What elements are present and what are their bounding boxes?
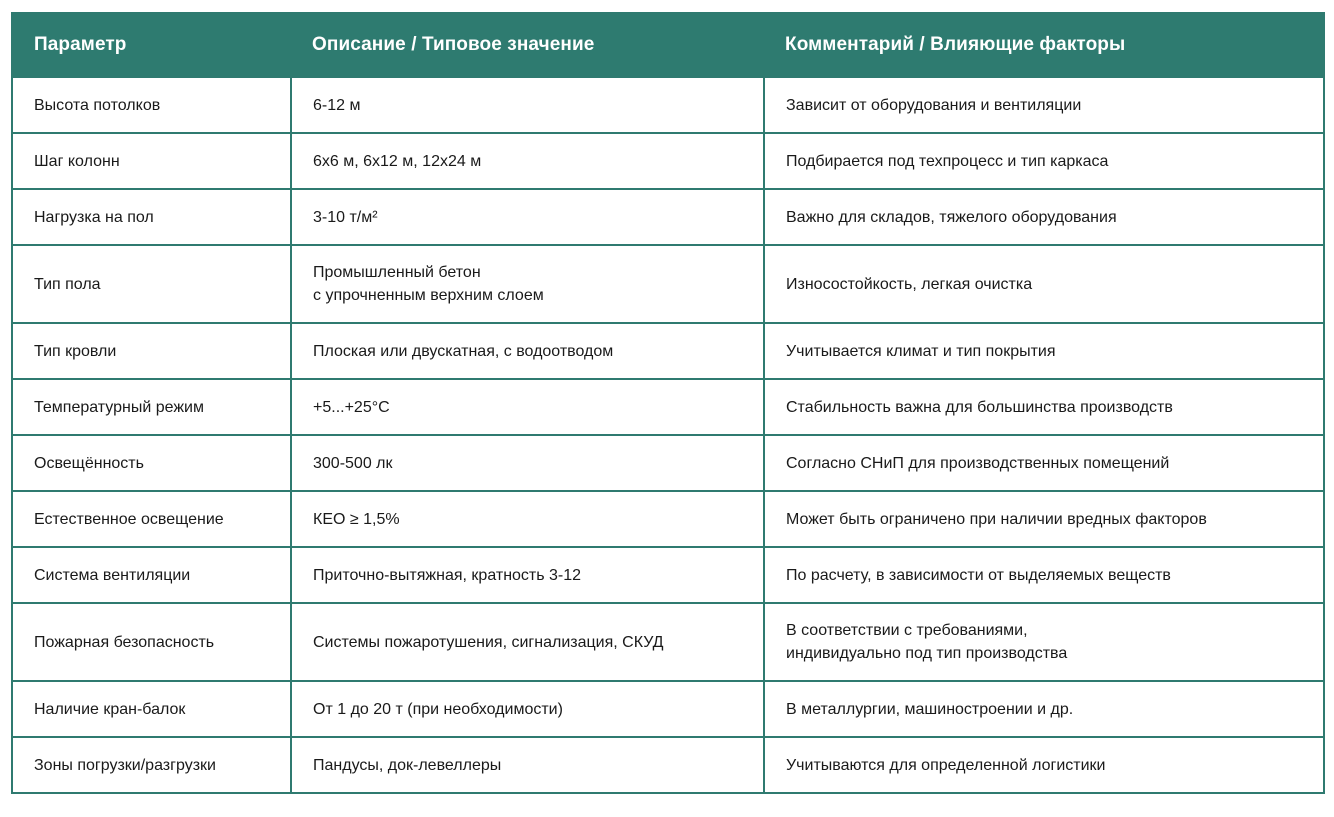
table-row <box>12 737 1324 793</box>
cell-description <box>291 189 764 245</box>
cell-description <box>291 435 764 491</box>
cell-description-line: Пандусы, док-левеллеры <box>313 756 502 774</box>
cell-description-line: Приточно-вытяжная, кратность 3-12 <box>313 566 582 584</box>
cell-parameter: Шаг колонн <box>12 133 291 189</box>
table-row <box>12 245 1324 323</box>
cell-comment <box>764 435 1324 491</box>
table-body <box>12 77 1324 793</box>
cell-description-line: Промышленный бетон <box>313 264 481 281</box>
table-row <box>12 323 1324 379</box>
cell-comment <box>764 603 1324 681</box>
cell-comment-line: Износостойкость, легкая очистка <box>786 275 1033 293</box>
cell-comment-line: Важно для складов, тяжелого оборудования <box>786 208 1117 226</box>
cell-description-line: 3-10 т/м² <box>313 208 378 226</box>
cell-description-line: От 1 до 20 т (при необходимости) <box>313 700 563 718</box>
cell-description-line: с упрочненным верхним слоем <box>313 287 544 304</box>
cell-description-line: 300-500 лк <box>313 454 393 472</box>
cell-description <box>291 77 764 133</box>
cell-comment <box>764 133 1324 189</box>
cell-comment-line: Согласно СНиП для производственных помещений <box>786 454 1170 472</box>
cell-description <box>291 491 764 547</box>
cell-parameter: Пожарная безопасность <box>12 603 291 681</box>
table-row <box>12 189 1324 245</box>
cell-comment-line: По расчету, в зависимости от выделяемых веществ <box>786 566 1171 584</box>
cell-description <box>291 379 764 435</box>
table-row <box>12 77 1324 133</box>
table-row <box>12 435 1324 491</box>
table-row <box>12 681 1324 737</box>
table-row <box>12 133 1324 189</box>
cell-comment-line: В металлургии, машиностроении и др. <box>786 700 1074 718</box>
cell-parameter: Естественное освещение <box>12 491 291 547</box>
cell-comment-line: индивидуально под тип производства <box>786 645 1068 662</box>
cell-parameter: Тип пола <box>12 245 291 323</box>
header-row <box>12 13 1324 77</box>
cell-description <box>291 547 764 603</box>
cell-comment <box>764 323 1324 379</box>
cell-comment <box>764 245 1324 323</box>
cell-parameter: Нагрузка на пол <box>12 189 291 245</box>
header-comment: Комментарий / Влияющие факторы <box>764 13 1324 77</box>
cell-parameter: Освещённость <box>12 435 291 491</box>
cell-parameter: Наличие кран-балок <box>12 681 291 737</box>
cell-comment-line: Подбирается под техпроцесс и тип каркаса <box>786 152 1109 170</box>
table-row <box>12 379 1324 435</box>
cell-comment-line: Стабильность важна для большинства производств <box>786 398 1173 416</box>
cell-comment <box>764 379 1324 435</box>
cell-comment <box>764 547 1324 603</box>
cell-comment <box>764 681 1324 737</box>
cell-comment-line: Учитываются для определенной логистики <box>786 756 1106 774</box>
cell-comment <box>764 737 1324 793</box>
cell-comment <box>764 189 1324 245</box>
table-row <box>12 603 1324 681</box>
cell-parameter: Высота потолков <box>12 77 291 133</box>
cell-comment-line: Зависит от оборудования и вентиляции <box>786 96 1082 114</box>
specifications-table <box>11 12 1325 794</box>
header-parameter: Параметр <box>12 13 291 77</box>
cell-description <box>291 681 764 737</box>
cell-description <box>291 245 764 323</box>
cell-comment <box>764 491 1324 547</box>
cell-comment-line: Может быть ограничено при наличии вредных факторов <box>786 510 1207 528</box>
table-row <box>12 491 1324 547</box>
cell-description-line: 6х6 м, 6х12 м, 12х24 м <box>313 152 482 170</box>
cell-parameter: Зоны погрузки/разгрузки <box>12 737 291 793</box>
cell-description-line: Системы пожаротушения, сигнализация, СКУД <box>313 633 664 651</box>
table-header <box>12 13 1324 77</box>
cell-comment <box>764 77 1324 133</box>
cell-description <box>291 133 764 189</box>
cell-comment-line: В соответствии с требованиями, <box>786 622 1028 639</box>
cell-description <box>291 323 764 379</box>
cell-description <box>291 603 764 681</box>
cell-description-line: 6-12 м <box>313 96 361 114</box>
cell-description-line: +5...+25°C <box>313 398 390 416</box>
cell-description-line: Плоская или двускатная, с водоотводом <box>313 342 614 360</box>
table-row <box>12 547 1324 603</box>
cell-parameter: Температурный режим <box>12 379 291 435</box>
cell-parameter: Система вентиляции <box>12 547 291 603</box>
cell-description-line: КЕО ≥ 1,5% <box>313 510 400 528</box>
header-description: Описание / Типовое значение <box>291 13 764 77</box>
cell-parameter: Тип кровли <box>12 323 291 379</box>
cell-comment-line: Учитывается климат и тип покрытия <box>786 342 1056 360</box>
cell-description <box>291 737 764 793</box>
